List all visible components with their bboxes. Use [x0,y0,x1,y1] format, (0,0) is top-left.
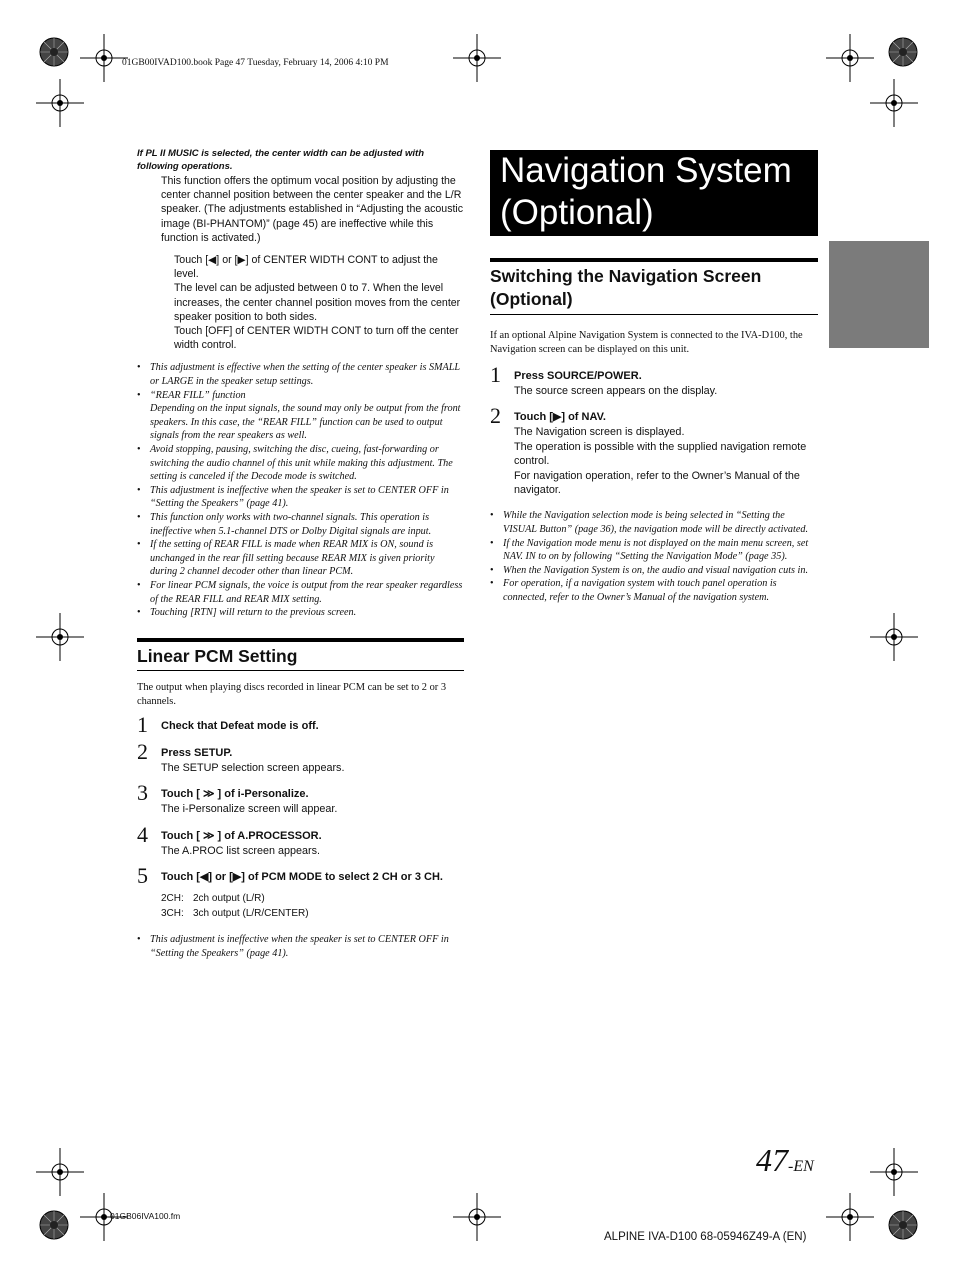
pl2-paragraph: This function offers the optimum vocal position by adjusting the center channel position between the center speaker and the L/R speaker. (The adjustments established in “Adjusting the acoustic image (BI-PHANTOM)” (page 45) are ineffective while this function is activated.) [161,175,464,244]
page-title-line-2: (Optional) [500,193,654,232]
step-number: 1 [137,711,148,737]
page-title [490,150,818,236]
touch-paragraph-1: Touch [◀] or [▶] of CENTER WIDTH CONT to adjust the level. [174,254,438,281]
page-title-line-1: Navigation System [500,151,792,190]
ch-option-2ch: 2CH: 2ch output (L/R) [161,892,265,904]
nav-notes [490,509,818,604]
ch-option-3ch: 3CH: 3ch output (L/R/CENTER) [161,907,309,919]
ch-options [137,891,464,921]
footer-file: 01GB06IVA100.fm [110,1211,181,1221]
page-suffix: -EN [788,1158,814,1175]
lpcm-step-2 [137,738,464,775]
lpcm-step-5 [137,862,464,888]
step-body: The i-Personalize screen will appear. [161,803,338,816]
step-title: Touch [▶] of NAV. [514,411,606,424]
step-number: 5 [137,862,148,888]
lpcm-step-1 [137,711,464,737]
step-title: Touch [ ≫ ] of A.PROCESSOR. [161,829,322,842]
nav-heading-line-1: Switching the Navigation Screen [490,266,762,286]
lpcm-step-4 [137,821,464,858]
nav-heading-line-2: (Optional) [490,289,573,309]
step-number: 2 [490,403,501,429]
step-body: The operation is possible with the supplied navigation remote control. [514,440,807,468]
lpcm-step-3 [137,780,464,816]
step-number: 3 [137,780,148,806]
footer-model: ALPINE IVA-D100 68-05946Z49-A (EN) [604,1231,807,1243]
nav-step-1 [490,362,818,398]
note-item: • Avoid stopping, pausing, switching the disc, cueing, fast-forwarding or switching the audio channel of this unit while making this adjustment. The setting is canceled if the Decode mode is switched. [137,443,464,484]
step-title: Press SETUP. [161,746,233,759]
touch-paragraph-2: The level can be adjusted between 0 to 7. When the level increases, the center channel position moves from the center speaker position to both sides. [174,282,461,323]
note-item: • This adjustment is ineffective when the speaker is set to CENTER OFF in “Setting the Speakers” (page 41). [137,484,464,511]
page-number [756,1142,814,1179]
step-body: The SETUP selection screen appears. [161,761,345,774]
left-notes [137,361,464,619]
note-item: • Touching [RTN] will return to the previous screen. [137,606,464,620]
nav-step-2 [490,403,818,497]
note-item: • This adjustment is effective when the setting of the center speaker is SMALL or LARGE in the speaker setup settings. [137,361,464,388]
step-number: 2 [137,738,148,764]
step-title: Press SOURCE/POWER. [514,370,642,382]
note-item: • “REAR FILL” function Depending on the input signals, the sound may only be output from the front speakers. In this case, the “REAR FILL” function can be used to output signals from the rear speakers as well. [137,389,464,443]
left-column [137,147,464,960]
note-item: • For linear PCM signals, the voice is output from the rear speaker regardless of the REAR FILL and REAR MIX setting. [137,579,464,606]
step-title: Check that Defeat mode is off. [161,719,319,732]
step-title: Touch [◀] or [▶] of PCM MODE to select 2 CH or 3 CH. [161,870,443,883]
note-item: • While the Navigation selection mode is being selected in “Setting the VISUAL Button” (page 36), the navigation mode will be directly activated. [490,509,818,536]
note-item: • If the setting of REAR FILL is made when REAR MIX is ON, sound is unchanged in the rear fill setting because REAR MIX is given priority during 2 channel decoder other than linear PCM. [137,538,464,579]
step-number: 4 [137,821,148,847]
lpcm-intro: The output when playing discs recorded in linear PCM can be set to 2 or 3 channels. [137,681,447,707]
header-info: 01GB00IVAD100.book Page 47 Tuesday, February 14, 2006 4:10 PM [122,58,389,68]
step-body: The Navigation screen is displayed. [514,426,685,439]
step-title: Touch [ ≫ ] of i-Personalize. [161,788,309,801]
section-tab [829,241,929,348]
note-item: • When the Navigation System is on, the audio and visual navigation cuts in. [490,564,818,578]
note-item: • For operation, if a navigation system with touch panel operation is connected, refer to the Owner’s Manual of the navigation system. [490,577,818,604]
step-body: For navigation operation, refer to the Owner’s Manual of the navigator. [514,469,800,497]
note-item: • This function only works with two-channel signals. This operation is ineffective when 5.1-channel DTS or Dolby Digital signals are input. [137,511,464,538]
right-column [490,150,818,605]
lpcm-heading: Linear PCM Setting [137,638,464,671]
step-body: The source screen appears on the display. [514,385,718,397]
step-body: The A.PROC list screen appears. [161,844,321,857]
step-number: 1 [490,362,501,387]
nav-intro: If an optional Alpine Navigation System is connected to the IVA-D100, the Navigation screen can be displayed on this unit. [490,330,803,355]
pl2-heading: If PL II MUSIC is selected, the center width can be adjusted with following operations. [137,148,424,172]
note-item: • This adjustment is ineffective when the speaker is set to CENTER OFF in “Setting the Speakers” (page 41). [137,933,464,960]
lpcm-notes [137,933,464,960]
page-number-value: 47 [756,1142,788,1178]
note-item: • If the Navigation mode menu is not displayed on the main menu screen, set NAV. IN to on by following “Setting the Navigation Mode” (page 35). [490,537,818,564]
touch-paragraph-3: Touch [OFF] of CENTER WIDTH CONT to turn off the center width control. [174,325,459,352]
nav-heading [490,258,818,315]
